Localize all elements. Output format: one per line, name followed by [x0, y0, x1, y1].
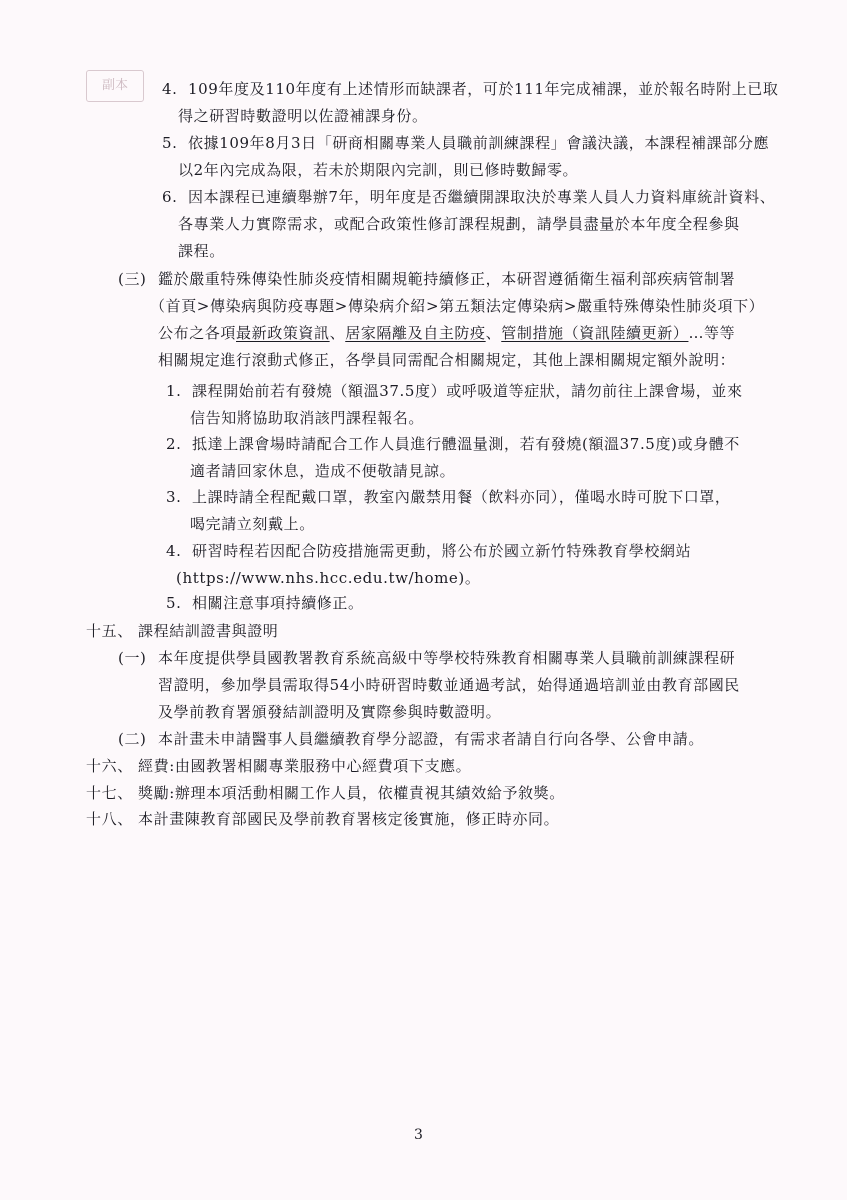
- item-text: 以2年內完成為限，若未於期限內完訓，則已修時數歸零。: [178, 161, 579, 179]
- item-text: 上課時請全程配戴口罩，教室內嚴禁用餐（飲料亦同），僅喝水時可脫下口罩，: [192, 488, 731, 506]
- section-text: 本計畫未申請醫事人員繼續教育學分認證，有需求者請自行向各學、公會申請。: [158, 730, 705, 748]
- section-text: 習證明，參加學員需取得54小時研習時數並通過考試，始得通過培訓並由教育部國民: [158, 676, 740, 694]
- section-text: 本年度提供學員國教署教育系統高級中等學校特殊教育相關專業人員職前訓練課程研: [158, 649, 736, 667]
- section-number: (二): [118, 730, 147, 748]
- item-text: 喝完請立刻戴上。: [190, 515, 315, 533]
- section-number: 十六、: [86, 757, 133, 775]
- item-number: 4.: [166, 542, 182, 560]
- section-text: 鑑於嚴重特殊傳染性肺炎疫情相關規範持續修正，本研習遵循衛生福利部疾病管制署: [158, 270, 736, 288]
- section-text: 本計畫陳教育部國民及學前教育署核定後實施，修正時亦同。: [138, 810, 560, 828]
- section-text: （首頁>傳染病與防疫專題>傳染病介紹>第五類法定傳染病>嚴重特殊傳染性肺炎項下）: [150, 297, 765, 315]
- section-text: 及學前教育署頒發結訓證明及實際參與時數證明。: [158, 703, 502, 721]
- item-text: 研習時程若因配合防疫措施需更動，將公布於國立新竹特殊教育學校網站: [192, 542, 692, 560]
- section-text: 相關規定進行滾動式修正，各學員同需配合相關規定，其他上課相關規定額外說明：: [158, 351, 736, 369]
- item-number: 4.: [162, 80, 178, 98]
- item-text: 各專業人力實際需求，或配合政策性修訂課程規劃，請學員盡量於本年度全程參與: [178, 215, 740, 233]
- item-number: 1.: [166, 382, 182, 400]
- item-text: 課程開始前若有發燒（額溫37.5度）或呼吸道等症狀，請勿前往上課會場，並來: [192, 382, 743, 400]
- item-text: 信告知將協助取消該門課程報名。: [190, 409, 425, 427]
- item-number: 6.: [162, 188, 178, 206]
- item-number: 2.: [166, 435, 182, 453]
- section-number: (三): [118, 270, 147, 288]
- section-text-underlined-line: 公布之各項最新政策資訊、居家隔離及自主防疫、管制措施（資訊陸續更新）…等等: [158, 324, 736, 342]
- section-number: 十八、: [86, 810, 133, 828]
- section-number: 十七、: [86, 784, 133, 802]
- item-text: 相關注意事項持續修正。: [192, 594, 364, 612]
- section-text: 獎勵:辦理本項活動相關工作人員，依權責視其績效給予敘獎。: [138, 784, 565, 802]
- section-title: 課程結訓證書與證明: [138, 622, 279, 640]
- item-number: 5.: [166, 594, 182, 612]
- section-number: (一): [118, 649, 147, 667]
- item-number: 3.: [166, 488, 182, 506]
- item-text: 適者請回家休息，造成不便敬請見諒。: [190, 462, 456, 480]
- page-number: 3: [414, 1127, 423, 1143]
- faint-stamp: 副本: [86, 70, 144, 102]
- section-text: 經費:由國教署相關專業服務中心經費項下支應。: [138, 757, 472, 775]
- item-text: 109年度及110年度有上述情形而缺課者，可於111年完成補課，並於報名時附上已取: [188, 80, 779, 98]
- section-number: 十五、: [86, 622, 133, 640]
- item-text: 依據109年8月3日「研商相關專業人員職前訓練課程」會議決議，本課程補課部分應: [188, 134, 770, 152]
- item-text: 得之研習時數證明以佐證補課身份。: [178, 107, 428, 125]
- item-text: 抵達上課會場時請配合工作人員進行體溫量測，若有發燒(額溫37.5度)或身體不: [192, 435, 740, 453]
- website-url: (https://www.nhs.hcc.edu.tw/home)。: [176, 569, 481, 587]
- item-number: 5.: [162, 134, 178, 152]
- item-text: 因本課程已連續舉辦7年，明年度是否繼續開課取決於專業人員人力資料庫統計資料、: [188, 188, 776, 206]
- item-text: 課程。: [178, 242, 225, 260]
